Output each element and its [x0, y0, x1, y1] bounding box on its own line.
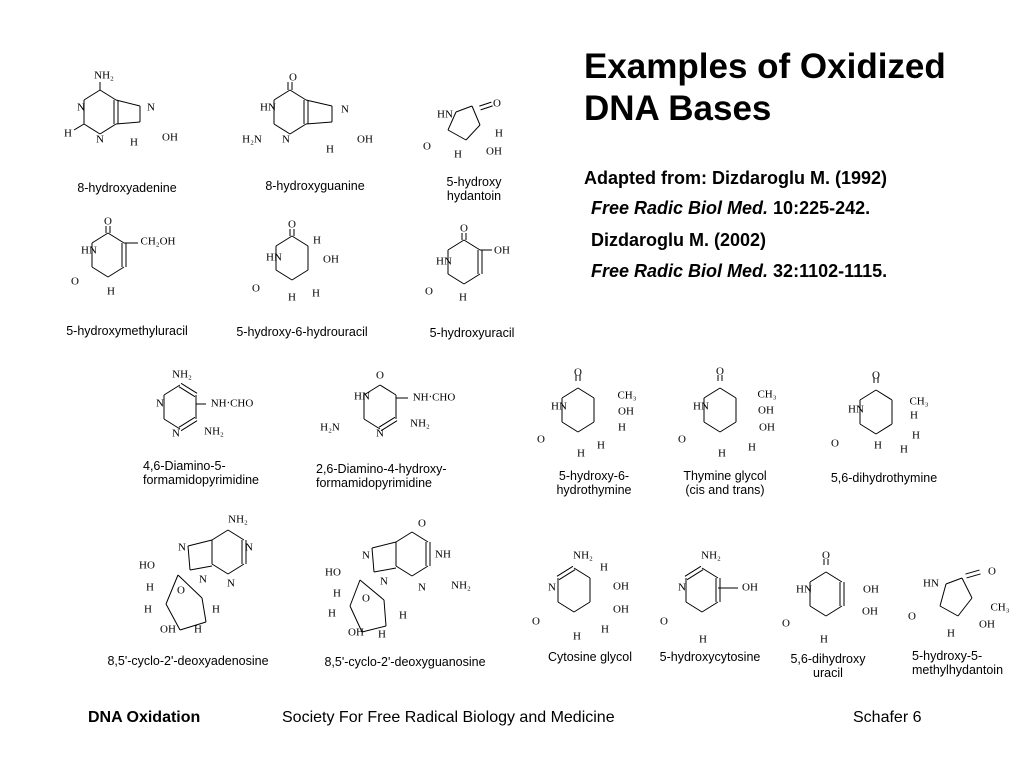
atom-label: O [493, 97, 501, 110]
reference-1-journal: Free Radic Biol Med. [591, 198, 769, 218]
atom-label: O [678, 433, 686, 446]
compound-label-5hmu: 5-hydroxymethyluracil [66, 324, 188, 338]
atom-label: OH [160, 623, 176, 636]
atom-label: N [678, 581, 686, 594]
bond [100, 124, 116, 134]
atom-label: O [288, 218, 296, 231]
atom-label: H [313, 234, 321, 247]
atom-label: H [618, 421, 626, 434]
atom-label: H [600, 561, 608, 574]
compound-label-8ohg: 8-hydroxyguanine [265, 179, 365, 193]
atom-label: N [96, 133, 104, 146]
bond [180, 622, 206, 630]
bond [179, 417, 195, 427]
bond [456, 106, 472, 112]
atom-label: N [199, 573, 207, 586]
bond [372, 542, 396, 548]
atom-label: O [104, 215, 112, 228]
atom-label: O [988, 565, 996, 578]
compound-label-8oha: 8-hydroxyadenine [77, 181, 177, 195]
thymine-glycol-structure [678, 366, 777, 460]
atom-label: O [660, 615, 668, 628]
bond [557, 566, 573, 576]
atom-label: CH₂OH [140, 235, 176, 248]
atom-label: NH₂ [701, 549, 721, 562]
bond [562, 422, 578, 432]
atom-label: H [288, 291, 296, 304]
atom-label: O [252, 282, 260, 295]
bond [350, 580, 360, 606]
bond [860, 390, 876, 400]
bond [108, 267, 124, 277]
bond [826, 606, 842, 616]
5-hydroxy-6-hydrothymine-structure [537, 367, 637, 460]
5-hydroxy-6-hydrouracil-structure [252, 219, 339, 304]
bond [704, 422, 720, 432]
atom-label: CH₃ [909, 395, 929, 408]
atom-label: H [130, 136, 138, 149]
bond [578, 422, 594, 432]
compound-label-cg: Cytosine glycol [547, 650, 633, 664]
compound-label-5oh6ht: 5-hydroxy-6- hydrothymine [556, 469, 632, 497]
bond [720, 422, 736, 432]
atom-label: N [178, 541, 186, 554]
bond [562, 388, 578, 398]
atom-label: NH₂ [410, 417, 430, 430]
atom-label: OH [759, 421, 775, 434]
atom-label: O [423, 140, 431, 153]
bond [962, 578, 972, 598]
compound-label-tg: Thymine glycol (cis and trans) [683, 469, 767, 497]
atom-label: O [908, 610, 916, 623]
bond [412, 566, 428, 576]
atom-label: N [227, 577, 235, 590]
5-hydroxyhydantoin-structure [423, 98, 503, 161]
atom-label: O [362, 592, 370, 605]
atom-label: H [459, 291, 467, 304]
atom-label: N [418, 581, 426, 594]
atom-label: H [601, 623, 609, 636]
atom-label: N [548, 581, 556, 594]
bond [574, 602, 590, 612]
atom-label: HN [796, 583, 812, 596]
bond [274, 90, 290, 100]
atom-label: HN [693, 400, 709, 413]
atom-label: NH₂ [228, 513, 248, 526]
atom-label: H [874, 439, 882, 452]
atom-label: CH₃ [990, 601, 1010, 614]
bond [466, 125, 480, 140]
atom-label: H [107, 285, 115, 298]
atom-label: H [326, 143, 334, 156]
bond [967, 574, 981, 578]
bond [479, 102, 491, 106]
bond [274, 124, 290, 134]
cytosine-glycol-structure [532, 550, 629, 643]
atom-label: O [831, 437, 839, 450]
atom-label: N [282, 133, 290, 146]
atom-label: OH [494, 244, 510, 257]
atom-label: NH [435, 548, 451, 561]
atom-label: OH [742, 581, 758, 594]
atom-label: OH [348, 626, 364, 639]
atom-label: HN [266, 251, 282, 264]
atom-label: OH [613, 603, 629, 616]
bond [940, 584, 946, 606]
reference-2 [591, 261, 887, 282]
compound-label-5oh6hu: 5-hydroxy-6-hydrouracil [236, 325, 368, 339]
bond [181, 421, 197, 431]
bond [826, 572, 842, 582]
reference-1 [591, 198, 870, 219]
bond [704, 388, 720, 398]
title-line-1: Examples of Oxidized [584, 47, 946, 86]
atom-label: H [820, 633, 828, 646]
reference-2-author: Dizdaroglu M. (2002) [591, 230, 767, 250]
atom-label: H [573, 630, 581, 643]
atom-label: O [418, 517, 426, 530]
bond [448, 274, 464, 284]
atom-label: O [532, 615, 540, 628]
5-hydroxymethyluracil-structure [71, 216, 176, 298]
bond [876, 424, 892, 434]
bond [876, 390, 892, 400]
compound-label-fapyg: 2,6-Diamino-4-hydroxy- formamidopyrimidine [316, 462, 447, 490]
atom-label: OH [486, 145, 502, 158]
bond [179, 387, 195, 397]
8,5-cyclo-2-deoxyadenosine-structure [139, 514, 253, 636]
bond [958, 598, 972, 616]
bond [276, 236, 292, 246]
2,6-diamino-4-hydroxy-formamidopyrimidine-structure [320, 370, 455, 440]
atom-label: H₂N [320, 421, 340, 434]
8-hydroxyguanine-structure [242, 72, 373, 156]
bond [412, 532, 428, 542]
footer-topic: DNA Oxidation [88, 709, 201, 726]
compound-label-5ohh: 5-hydroxy hydantoin [446, 175, 502, 203]
bond [100, 90, 116, 100]
8-hydroxyadenine-structure [64, 70, 178, 149]
compound-label-fapya: 4,6-Diamino-5- formamidopyrimidine [143, 459, 260, 487]
atom-label: OH [357, 133, 373, 146]
atom-label: H [312, 287, 320, 300]
bond [481, 106, 493, 110]
bond [946, 578, 962, 584]
atom-label: HO [139, 559, 155, 572]
atom-label: O [822, 549, 830, 562]
atom-label: H [212, 603, 220, 616]
atom-label: NH‧CHO [412, 391, 456, 404]
atom-label: H [399, 609, 407, 622]
bond [116, 122, 140, 124]
bond [202, 598, 206, 622]
bond [188, 546, 190, 570]
atom-label: O [574, 366, 582, 379]
atom-label: O [716, 365, 724, 378]
atom-label: H [699, 633, 707, 646]
bond [685, 566, 701, 576]
bond [574, 568, 590, 578]
bond [290, 90, 306, 100]
bond [720, 388, 736, 398]
atom-label: NH‧CHO [210, 397, 254, 410]
page-title [584, 46, 946, 130]
atom-label: N [245, 541, 253, 554]
compound-label-cda: 8,5'-cyclo-2'-deoxyadenosine [107, 654, 269, 668]
bond [74, 124, 84, 130]
atom-label: N [172, 427, 180, 440]
atom-label: OH [758, 404, 774, 417]
bond [687, 570, 703, 580]
atom-label: H [947, 627, 955, 640]
reference-adapted: Adapted from: Dizdaroglu M. (1992) [584, 168, 888, 188]
5,6-dihydroxyuracil-structure [782, 550, 879, 646]
bond [374, 568, 396, 572]
bond [190, 566, 212, 570]
bond [380, 385, 396, 395]
bond [578, 388, 594, 398]
reference-1-citation: 10:225-242. [768, 198, 871, 218]
atom-label: O [537, 433, 545, 446]
atom-label: CH₃ [757, 388, 777, 401]
atom-label: H [194, 623, 202, 636]
bond [396, 566, 412, 576]
atom-label: N [376, 427, 384, 440]
atom-label: NH₂ [172, 368, 192, 381]
bond [212, 564, 228, 574]
atom-label: N [77, 101, 85, 114]
bond [860, 424, 876, 434]
atom-label: O [782, 617, 790, 630]
footer-society: Society For Free Radical Biology and Medicine [282, 709, 615, 726]
5-hydroxyuracil-structure [425, 223, 510, 304]
atom-label: H [577, 447, 585, 460]
bond [372, 548, 374, 572]
bond [448, 240, 464, 250]
bond [810, 572, 826, 582]
bond [702, 602, 718, 612]
atom-label: H [900, 443, 908, 456]
atom-label: N [156, 397, 164, 410]
bond [464, 274, 480, 284]
compound-label-dht: 5,6-dihydrothymine [830, 471, 938, 485]
atom-label: OH [979, 618, 995, 631]
atom-label: H [597, 439, 605, 452]
bond [276, 270, 292, 280]
bond [92, 267, 108, 277]
atom-label: HN [437, 108, 453, 121]
compound-label-5oh5mh: 5-hydroxy-5- methylhydantoin [912, 649, 1004, 677]
atom-label: H [146, 581, 154, 594]
atom-label: HN [848, 403, 864, 416]
compound-label-5ohu: 5-hydroxyuracil [429, 326, 515, 340]
bond [558, 602, 574, 612]
bond [810, 606, 826, 616]
atom-label: HO [325, 566, 341, 579]
atom-label: OH [863, 583, 879, 596]
bond [965, 570, 979, 574]
atom-label: O [376, 369, 384, 382]
atom-label: O [289, 71, 297, 84]
footer-slide-number: Schafer 6 [853, 709, 922, 726]
atom-label: H [910, 409, 918, 422]
atom-label: H [378, 628, 386, 641]
bond [164, 385, 180, 395]
bond [702, 568, 718, 578]
bond [379, 417, 395, 427]
bond [116, 100, 140, 106]
atom-label: NH₂ [204, 425, 224, 438]
reference-2-journal: Free Radic Biol Med. [591, 261, 769, 281]
bond [228, 564, 244, 574]
atom-label: HN [436, 255, 452, 268]
bond [306, 122, 332, 124]
bond [290, 124, 306, 134]
5-hydroxycytosine-structure [660, 550, 758, 646]
reference-2-citation: 32:1102-1115. [768, 261, 888, 281]
5,6-dihydrothymine-structure [831, 370, 929, 456]
atom-label: H [748, 441, 756, 454]
bond [228, 530, 244, 540]
atom-label: NH₂ [94, 69, 114, 82]
atom-label: H [144, 603, 152, 616]
atom-label: O [177, 584, 185, 597]
atom-label: O [872, 369, 880, 382]
atom-label: N [341, 103, 349, 116]
8,5-cyclo-2-deoxyguanosine-structure [325, 518, 471, 641]
atom-label: OH [618, 405, 634, 418]
atom-label: O [71, 275, 79, 288]
atom-label: OH [862, 605, 878, 618]
atom-label: H [718, 447, 726, 460]
bond [448, 130, 466, 140]
atom-label: O [460, 222, 468, 235]
atom-label: N [380, 575, 388, 588]
atom-label: NH₂ [573, 549, 593, 562]
compound-label-cdg: 8,5'-cyclo-2'-deoxyguanosine [324, 655, 486, 669]
bond [686, 602, 702, 612]
atom-label: OH [323, 253, 339, 266]
atom-label: N [147, 101, 155, 114]
title-line-2: DNA Bases [584, 89, 772, 128]
bond [212, 530, 228, 540]
bond [292, 236, 308, 246]
atom-label: H₂N [242, 133, 262, 146]
atom-label: NH₂ [451, 579, 471, 592]
atom-label: H [333, 587, 341, 600]
5-hydroxy-5-methylhydantoin-structure [908, 566, 1010, 640]
atom-label: H [912, 429, 920, 442]
compound-label-56dhu: 5,6-dihydroxy uracil [790, 652, 866, 680]
atom-label: H [328, 607, 336, 620]
bond [306, 100, 332, 106]
atom-label: N [362, 549, 370, 562]
atom-label: HN [81, 244, 97, 257]
atom-label: OH [162, 131, 178, 144]
bond [472, 106, 480, 125]
4,6-diamino-5-formamidopyrimidine-structure [156, 369, 253, 440]
atom-label: HN [260, 101, 276, 114]
bond [940, 606, 958, 616]
atom-label: H [454, 148, 462, 161]
atom-label: HN [551, 400, 567, 413]
atom-label: O [425, 285, 433, 298]
atom-label: HN [923, 577, 939, 590]
bond [464, 240, 480, 250]
bond [384, 600, 386, 626]
bond [84, 124, 100, 134]
bond [84, 90, 100, 100]
atom-label: OH [613, 580, 629, 593]
atom-label: H [64, 127, 72, 140]
bond [559, 570, 575, 580]
bond [92, 233, 108, 243]
atom-label: HN [354, 390, 370, 403]
bond [108, 233, 124, 243]
atom-label: CH₃ [617, 389, 637, 402]
compound-label-5ohc: 5-hydroxycytosine [659, 650, 761, 664]
bond [181, 383, 197, 393]
bond [396, 532, 412, 542]
bond [188, 540, 212, 546]
atom-label: H [495, 127, 503, 140]
bond [292, 270, 308, 280]
